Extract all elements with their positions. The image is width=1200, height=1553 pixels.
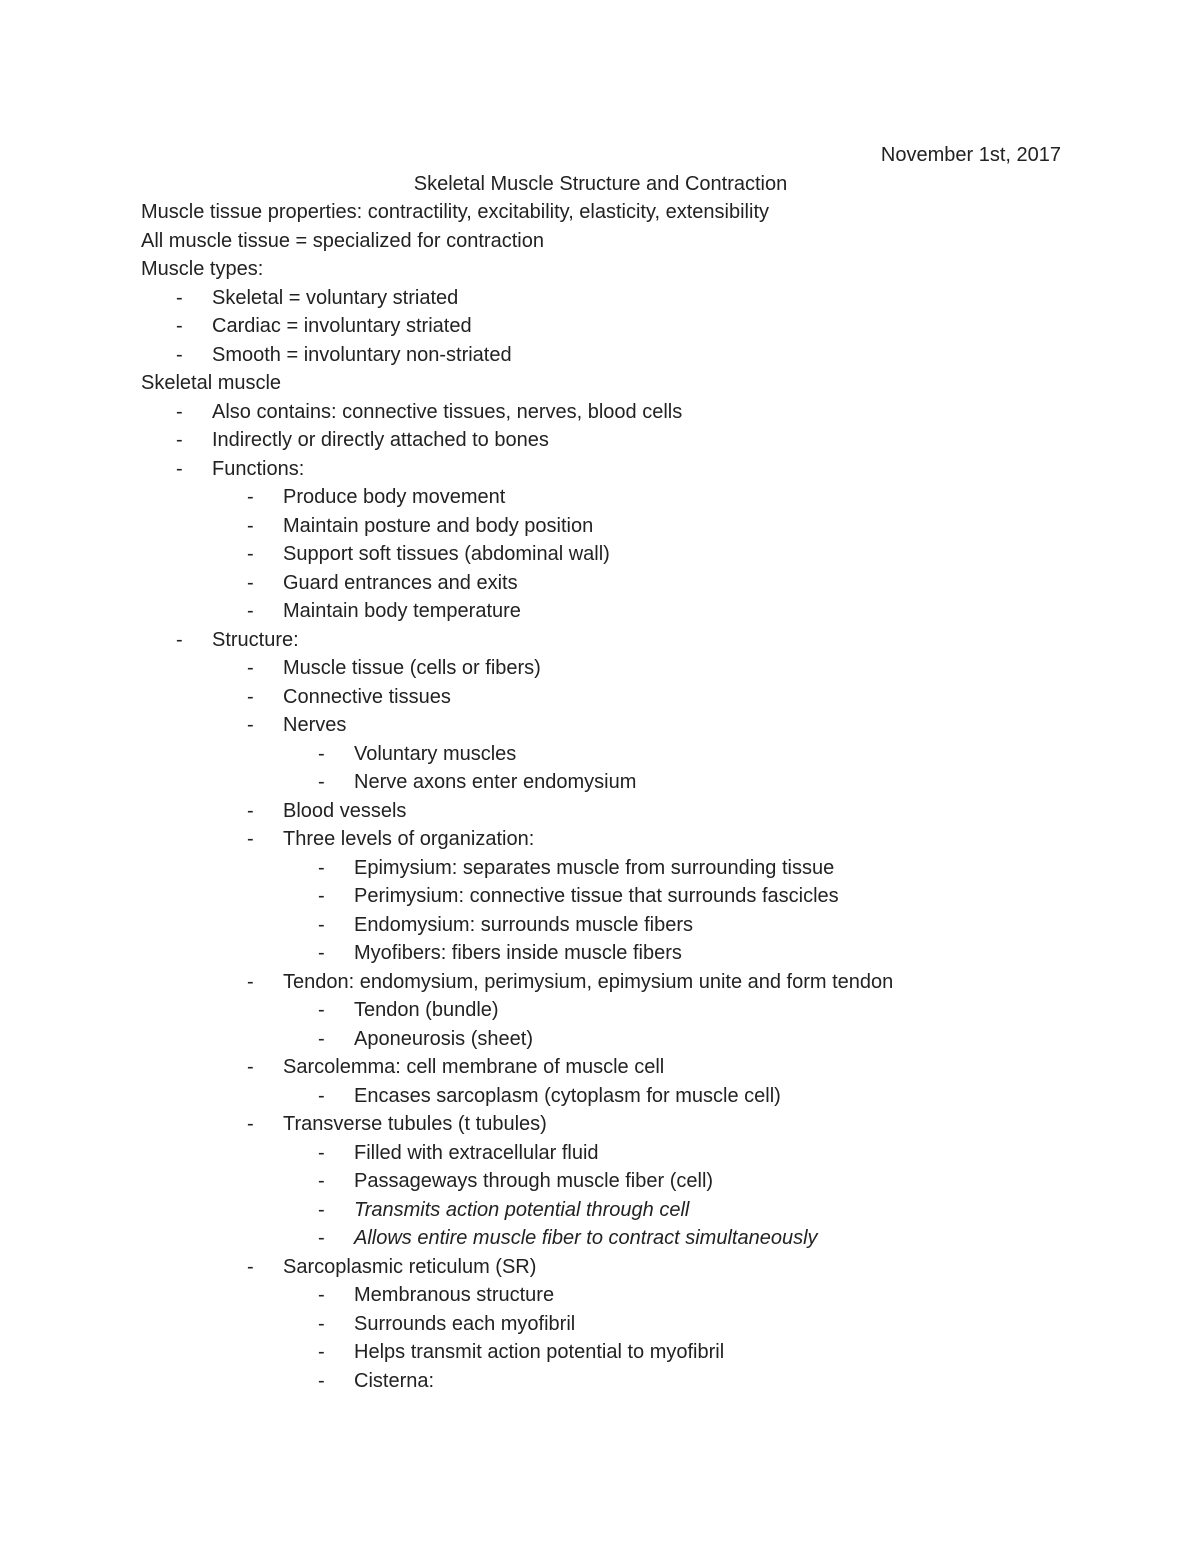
outline-text: Epimysium: separates muscle from surrounding tissue	[354, 856, 835, 879]
outline-item	[141, 398, 1060, 427]
bullet-dash: -	[247, 685, 254, 708]
outline-item	[283, 1025, 1060, 1054]
bullet-dash: -	[318, 942, 325, 964]
outline-item	[283, 768, 1060, 797]
outline-item	[283, 854, 1060, 883]
outline-text: Muscle tissue properties: contractility, excitability, elasticity, extensibility	[141, 201, 769, 223]
outline-text: Muscle types:	[141, 258, 264, 280]
bullet-dash: -	[176, 343, 183, 366]
outline-text: Sarcolemma: cell membrane of muscle cell	[283, 1056, 665, 1078]
outline-text: Aponeurosis (sheet)	[354, 1027, 533, 1050]
bullet-dash: -	[176, 400, 183, 423]
outline-item	[283, 939, 1060, 968]
outline-item	[283, 1310, 1060, 1339]
bullet-dash: -	[318, 1027, 325, 1050]
outline-item	[212, 483, 1060, 512]
outline-heading	[141, 198, 1060, 227]
outline-text: Transverse tubules (t tubules)	[283, 1113, 547, 1135]
outline-heading	[141, 255, 1060, 284]
outline-text: Myofibers: fibers inside muscle fibers	[354, 942, 682, 964]
bullet-dash: -	[318, 856, 325, 879]
bullet-dash: -	[318, 1312, 325, 1335]
outline-item	[141, 455, 1060, 484]
outline-text: Guard entrances and exits	[283, 571, 518, 594]
outline-text: Indirectly or directly attached to bones	[212, 429, 549, 451]
outline-text: Sarcoplasmic reticulum (SR)	[283, 1255, 537, 1278]
bullet-dash: -	[247, 1056, 254, 1078]
outline-item	[283, 882, 1060, 911]
outline-item	[212, 683, 1060, 712]
outline-item	[283, 911, 1060, 940]
bullet-dash: -	[318, 1284, 325, 1306]
bullet-dash: -	[318, 999, 325, 1021]
bullet-dash: -	[318, 771, 325, 793]
outline-text: All muscle tissue = specialized for contraction	[141, 229, 544, 252]
bullet-dash: -	[318, 1198, 325, 1221]
outline-heading	[141, 369, 1060, 398]
outline-item	[141, 312, 1060, 341]
outline-text: Muscle tissue (cells or fibers)	[283, 657, 541, 679]
outline-text: Transmits action potential through cell	[354, 1198, 690, 1221]
bullet-dash: -	[176, 315, 183, 337]
outline-text: Encases sarcoplasm (cytoplasm for muscle cell)	[354, 1084, 781, 1107]
outline-text: Filled with extracellular fluid	[354, 1141, 599, 1164]
bullet-dash: -	[247, 571, 254, 594]
outline-text: Maintain body temperature	[283, 600, 521, 622]
outline-text: Allows entire muscle fiber to contract simultaneously	[354, 1227, 818, 1249]
bullet-dash: -	[176, 628, 183, 651]
bullet-dash: -	[318, 913, 325, 936]
outline-item	[212, 968, 1060, 997]
bullet-dash: -	[318, 742, 325, 765]
bullet-dash: -	[247, 970, 254, 993]
outline-text: Produce body movement	[283, 486, 506, 508]
outline-item	[212, 1110, 1060, 1139]
outline-item	[283, 1281, 1060, 1310]
outline-text: Structure:	[212, 628, 299, 651]
outline-text: Membranous structure	[354, 1284, 555, 1306]
outline-item	[212, 654, 1060, 683]
outline-item	[212, 825, 1060, 854]
outline-text: Tendon (bundle)	[354, 999, 499, 1021]
outline-item	[283, 740, 1060, 769]
outline-text: Blood vessels	[283, 799, 407, 822]
outline-item	[212, 711, 1060, 740]
outline-text: Tendon: endomysium, perimysium, epimysium unite and form tendon	[283, 970, 894, 993]
outline-text: Helps transmit action potential to myofibril	[354, 1341, 725, 1363]
bullet-dash: -	[318, 1227, 325, 1249]
outline-item	[283, 1224, 1060, 1253]
bullet-dash: -	[318, 1170, 325, 1192]
outline-text: Three levels of organization:	[283, 828, 535, 850]
outline-item	[141, 426, 1060, 455]
outline-item	[283, 996, 1060, 1025]
outline-text: Nerve axons enter endomysium	[354, 771, 637, 793]
outline-item	[212, 569, 1060, 598]
outline-item	[212, 540, 1060, 569]
bullet-dash: -	[247, 1255, 254, 1278]
outline-item	[141, 341, 1060, 370]
outline-text: Support soft tissues (abdominal wall)	[283, 543, 610, 565]
bullet-dash: -	[176, 457, 183, 480]
bullet-dash: -	[247, 543, 254, 565]
outline-text: Voluntary muscles	[354, 742, 517, 765]
outline-item	[141, 626, 1060, 655]
bullet-dash: -	[247, 1113, 254, 1135]
outline-text: Passageways through muscle fiber (cell)	[354, 1170, 714, 1192]
bullet-dash: -	[176, 286, 183, 309]
outline-item	[212, 597, 1060, 626]
outline-text: Maintain posture and body position	[283, 514, 594, 537]
outline-item	[141, 284, 1060, 313]
outline-text: Functions:	[212, 457, 305, 480]
bullet-dash: -	[247, 486, 254, 508]
bullet-dash: -	[176, 429, 183, 451]
outline-item	[212, 1253, 1060, 1282]
bullet-dash: -	[247, 714, 254, 736]
bullet-dash: -	[247, 600, 254, 622]
outline-text: Cardiac = involuntary striated	[212, 315, 472, 337]
outline-text: Skeletal = voluntary striated	[212, 286, 459, 309]
outline-text: Also contains: connective tissues, nerves, blood cells	[212, 400, 683, 423]
outline-item	[212, 512, 1060, 541]
outline-text: Nerves	[283, 714, 347, 736]
outline-item	[283, 1367, 1060, 1396]
outline-item	[283, 1167, 1060, 1196]
outline-item	[283, 1082, 1060, 1111]
outline-text: Endomysium: surrounds muscle fibers	[354, 913, 694, 936]
outline-text: Perimysium: connective tissue that surrounds fascicles	[354, 885, 839, 907]
document-title: Skeletal Muscle Structure and Contraction	[413, 172, 788, 195]
outline-heading	[141, 227, 1060, 256]
document-date: November 1st, 2017	[880, 144, 1061, 166]
bullet-dash: -	[247, 514, 254, 537]
outline-text: Skeletal muscle	[141, 372, 282, 394]
outline-item	[212, 797, 1060, 826]
bullet-dash: -	[318, 1141, 325, 1164]
outline-text: Smooth = involuntary non-striated	[212, 343, 512, 366]
bullet-dash: -	[318, 1341, 325, 1363]
outline-item	[283, 1338, 1060, 1367]
bullet-dash: -	[247, 657, 254, 679]
bullet-dash: -	[318, 1084, 325, 1107]
bullet-dash: -	[247, 799, 254, 822]
outline-text: Cisterna:	[354, 1369, 435, 1392]
bullet-dash: -	[247, 828, 254, 850]
bullet-dash: -	[318, 1369, 325, 1392]
outline-item	[283, 1139, 1060, 1168]
outline-text: Connective tissues	[283, 685, 451, 708]
outline-text: Surrounds each myofibril	[354, 1312, 576, 1335]
outline-item	[283, 1196, 1060, 1225]
outline-item	[212, 1053, 1060, 1082]
notes-body	[141, 198, 1060, 1395]
bullet-dash: -	[318, 885, 325, 907]
